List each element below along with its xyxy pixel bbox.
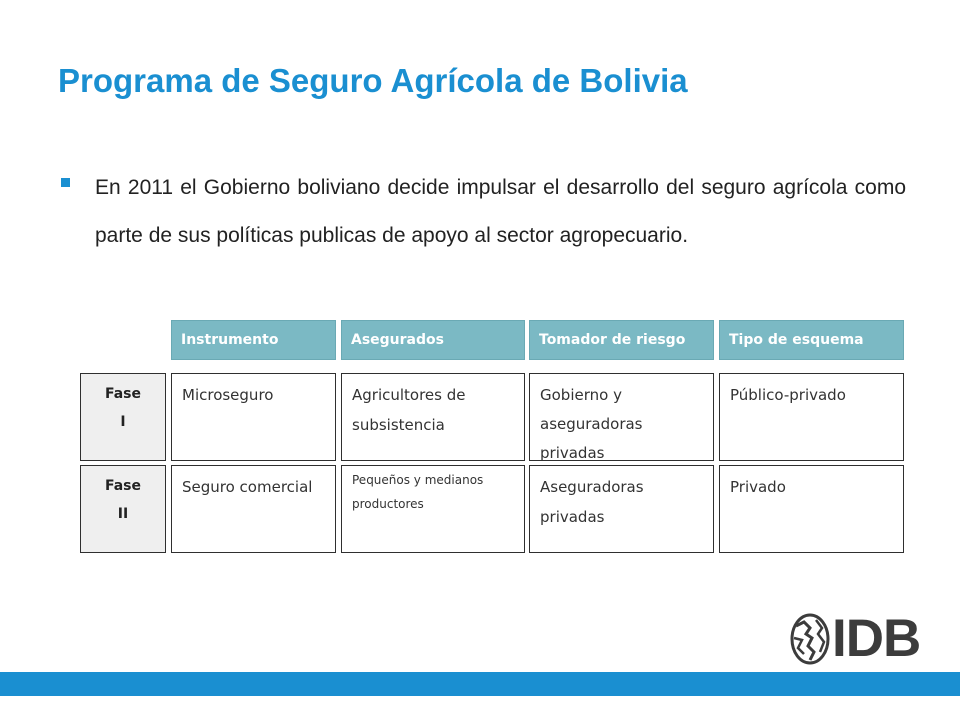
cell-text: Público-privado (730, 386, 846, 404)
table-cell (171, 373, 336, 461)
table-cell (341, 373, 525, 461)
table-cell (171, 465, 336, 553)
cell-text: Gobierno y aseguradoras privadas (540, 386, 643, 461)
cell-text: Agricultores de subsistencia (352, 386, 466, 434)
bullet-text: En 2011 el Gobierno boliviano decide impulsar el desarrollo del seguro agrícola como parte de sus políticas publicas de apoyo al sector agropecuario. (95, 176, 906, 247)
globe-icon (790, 612, 830, 666)
row-label-line2: I (120, 414, 126, 430)
bottom-accent-bar (0, 672, 960, 696)
cell-text: Seguro comercial (182, 478, 313, 496)
row-label-line1: Fase (104, 478, 142, 494)
logo-text: IDB (832, 609, 921, 668)
cell-text: Privado (730, 478, 786, 496)
square-bullet-icon (61, 178, 70, 187)
header-asegurados: Asegurados (341, 320, 525, 360)
table-cell (719, 373, 904, 461)
cell-text: Aseguradoras privadas (540, 478, 644, 526)
header-tomador-de-riesgo: Tomador de riesgo (529, 320, 714, 360)
header-instrumento: Instrumento (171, 320, 336, 360)
table-cell (341, 465, 525, 553)
cell-text: Pequeños y medianos productores (352, 473, 484, 511)
table-cell (719, 465, 904, 553)
row-label-fase-2 (80, 465, 166, 553)
bullet-list (58, 164, 906, 260)
row-label-line2: II (117, 506, 129, 522)
table-cell (529, 373, 714, 461)
header-tipo-de-esquema: Tipo de esquema (719, 320, 904, 360)
idb-logo (790, 610, 930, 666)
table-cell (529, 465, 714, 553)
cell-text: Microseguro (182, 386, 274, 404)
row-label-fase-1 (80, 373, 166, 461)
slide-title: Programa de Seguro Agrícola de Bolivia (58, 62, 688, 99)
row-label-line1: Fase (104, 386, 142, 402)
